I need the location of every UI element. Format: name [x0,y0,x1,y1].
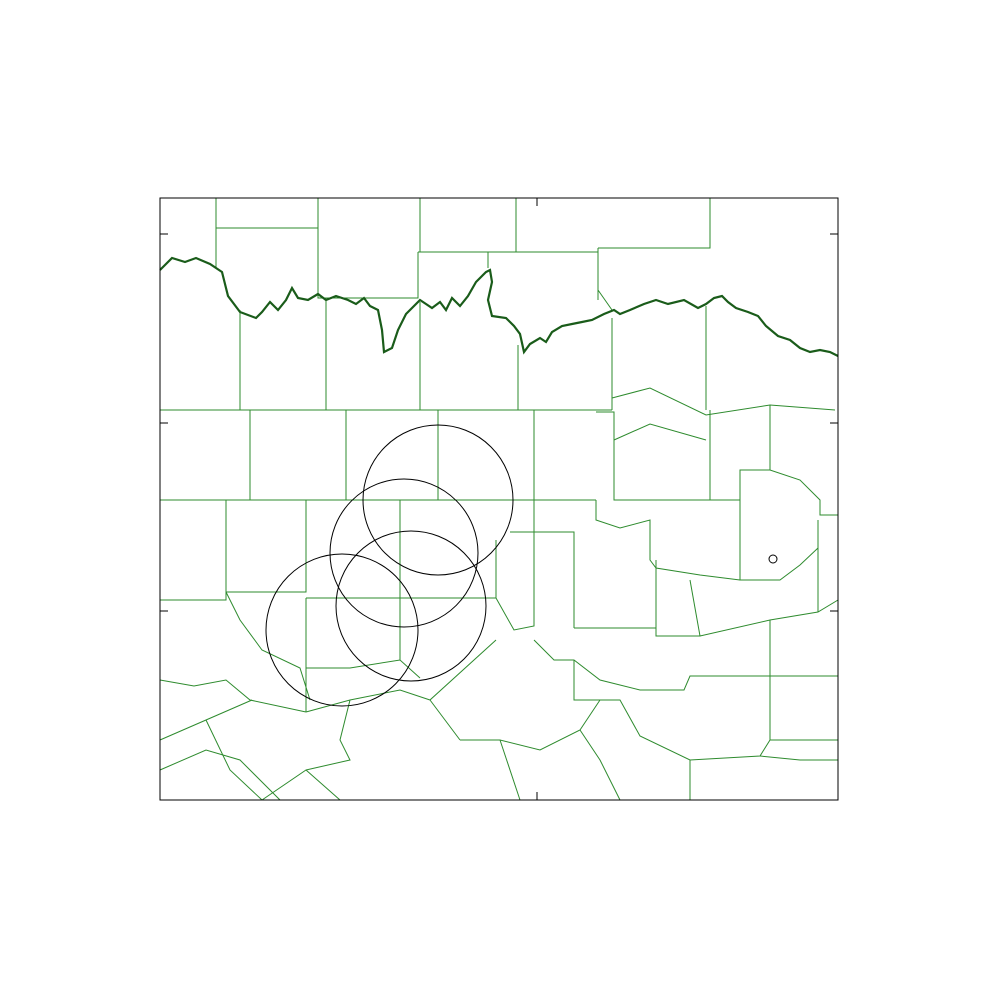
radar-range-rings [266,425,513,706]
station-circle-marker [769,555,777,563]
radar-ring [336,531,486,681]
county-boundaries [160,198,838,800]
radar-ring [330,479,478,627]
red-river-boundary [160,258,838,356]
axis-ticks [160,198,838,800]
plot-frame [160,198,838,800]
